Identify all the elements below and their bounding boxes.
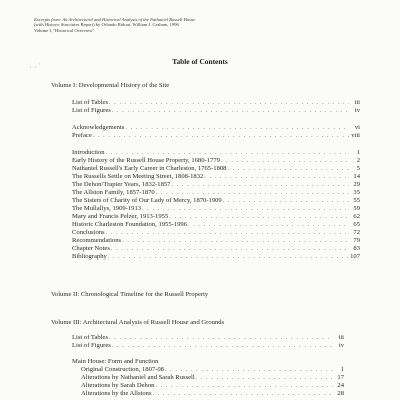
dot-leader: [106, 149, 349, 157]
toc-entry-page: iii: [338, 334, 344, 341]
toc-entry-title: List of Tables: [72, 334, 109, 341]
excerpt-header: [34, 17, 294, 33]
toc-entry: [81, 390, 344, 398]
toc-entry-title: Mary and Francis Pelzer, 1913-1955: [72, 213, 169, 220]
toc-entry-page: iv: [338, 342, 344, 349]
toc-entry-page: 1: [356, 149, 360, 156]
toc-entry: [72, 253, 360, 261]
toc-entry: [72, 205, 360, 213]
dot-leader: [153, 390, 333, 398]
dot-leader: [156, 189, 349, 197]
toc-entry-page: 5: [356, 165, 360, 172]
toc-entry-title: Original Construction, 1807-08: [81, 366, 164, 373]
dot-leader: [112, 107, 349, 115]
dot-leader: [196, 374, 333, 382]
toc-entry-page: 72: [353, 229, 360, 236]
toc-entry: [72, 173, 360, 181]
toc-entry-page: viii: [351, 132, 360, 139]
toc-entry-title: Introduction: [72, 149, 105, 156]
dot-leader: [155, 382, 333, 390]
toc-entry-page: 107: [350, 253, 360, 260]
toc-entry: [72, 189, 360, 197]
dot-leader: [106, 229, 349, 237]
toc-entry-title: Conclusions: [72, 229, 105, 236]
dot-leader: [111, 245, 349, 253]
toc-entry-title: Early History of the Russell House Property, 1680-1779: [72, 157, 220, 164]
toc-entry: [72, 197, 360, 205]
toc-entry-title: Bibliography: [72, 253, 107, 260]
toc-entry-page: vi: [354, 124, 360, 131]
toc-entry-title: Historic Charleston Foundation, 1955-1996: [72, 221, 188, 228]
toc-entry-title: The Sisters of Charity of Our Lady of Mercy, 1870-1909: [72, 197, 222, 204]
toc-entry-page: 62: [353, 213, 360, 220]
toc-entry: [72, 245, 360, 253]
toc-entry: [72, 237, 360, 245]
toc-entry: [72, 124, 360, 132]
toc-entry-page: 14: [353, 173, 360, 180]
dot-leader: [169, 213, 349, 221]
toc-entry: [72, 149, 360, 157]
volume-3-heading: Volume III: Architectural Analysis of Russell House and Grounds: [51, 319, 225, 326]
toc-entry: [72, 157, 360, 165]
toc-entry-title: Chapter Notes: [72, 245, 110, 252]
toc-entry-title: Recommendations: [72, 237, 122, 244]
toc-entry-title: The Mullallys, 1909-1913: [72, 205, 142, 212]
toc-entry-page: iv: [354, 107, 360, 114]
toc-entry: [72, 132, 360, 140]
toc-entry: [72, 99, 360, 107]
dot-leader: [165, 366, 333, 374]
toc-entry: [81, 382, 344, 390]
toc-entry-page: 24: [337, 382, 344, 389]
toc-entry-title: Acknowledgements: [72, 124, 125, 131]
toc-entry: [72, 165, 360, 173]
toc-entry-page: 29: [353, 181, 360, 188]
volume-1-heading: Volume I: Developmental History of the Site: [51, 82, 170, 89]
toc-entry: [72, 229, 360, 237]
toc-entry: [81, 374, 344, 382]
toc-entry-page: 59: [353, 205, 360, 212]
toc-entry: [72, 342, 344, 350]
dot-leader: [125, 124, 349, 132]
toc-entry-title: Main House: Form and Function: [72, 358, 159, 365]
toc-entry-title: The Allston Family, 1857-1870: [72, 189, 155, 196]
dot-leader: [109, 334, 333, 342]
toc-entry: [72, 107, 360, 115]
toc-entry-title: List of Tables: [72, 99, 109, 106]
header-line-1: Excerpts from: An Architectural and Historical Analysis of the Nathaniel Russell House: [34, 17, 196, 22]
toc-entry-page: 28: [337, 390, 344, 397]
dot-leader: [93, 132, 349, 140]
dot-leader: [171, 181, 349, 189]
toc-entry: [72, 181, 360, 189]
toc-entry-title: The Dehon/Trapier Years, 1832-1857: [72, 181, 171, 188]
toc-entry-page: iii: [354, 99, 360, 106]
toc-entry-page: 83: [353, 245, 360, 252]
toc-entry: [72, 334, 344, 342]
toc-section-heading: [72, 358, 344, 366]
toc-entry-page: 1: [340, 366, 344, 373]
dot-leader: [112, 342, 333, 350]
toc-entry-title: Alterations by Sarah Dehon: [81, 382, 155, 389]
toc-entry-page: 35: [353, 189, 360, 196]
dot-leader: [204, 173, 349, 181]
dot-leader: [223, 197, 349, 205]
toc-entry-title: The Russells Settle on Meeting Street, 1808-1832: [72, 173, 204, 180]
volume-2-heading: Volume II: Chronological Timeline for the Russell Property: [51, 291, 209, 298]
toc-entry-title: List of Figures: [72, 107, 111, 114]
header-line-3: Volume I, "Historical Overview": [34, 27, 95, 33]
toc-entry-page: 79: [353, 237, 360, 244]
handwritten-mark: , , ': [30, 64, 41, 69]
dot-leader: [142, 205, 349, 213]
toc-entry-page: 55: [353, 197, 360, 204]
toc-entry-title: List of Figures: [72, 342, 111, 349]
toc-entry-page: 65: [353, 221, 360, 228]
dot-leader: [227, 165, 349, 173]
toc-title: Table of Contents: [172, 57, 228, 66]
toc-entry-title: Alterations by Nathaniel and Sarah Russell: [81, 374, 195, 381]
toc-entry-title: Preface: [72, 132, 92, 139]
toc-entry: [72, 221, 360, 229]
toc-entry-title: Alterations by the Allstons: [81, 390, 152, 397]
dot-leader: [221, 157, 349, 165]
dot-leader: [188, 221, 349, 229]
header-line-2: (with Historic Structures Report) by Orlando Ridout, William J. Graham, 1996: [34, 22, 179, 28]
dot-leader: [109, 99, 349, 107]
toc-entry-title: Nathaniel Russell's Early Career in Charleston, 1765-1808: [72, 165, 227, 172]
toc-entry-page: 2: [356, 157, 360, 164]
toc-entry: [81, 366, 344, 374]
dot-leader: [108, 253, 349, 261]
toc-entry: [72, 213, 360, 221]
dot-leader: [122, 237, 349, 245]
toc-entry-page: 17: [337, 374, 344, 381]
